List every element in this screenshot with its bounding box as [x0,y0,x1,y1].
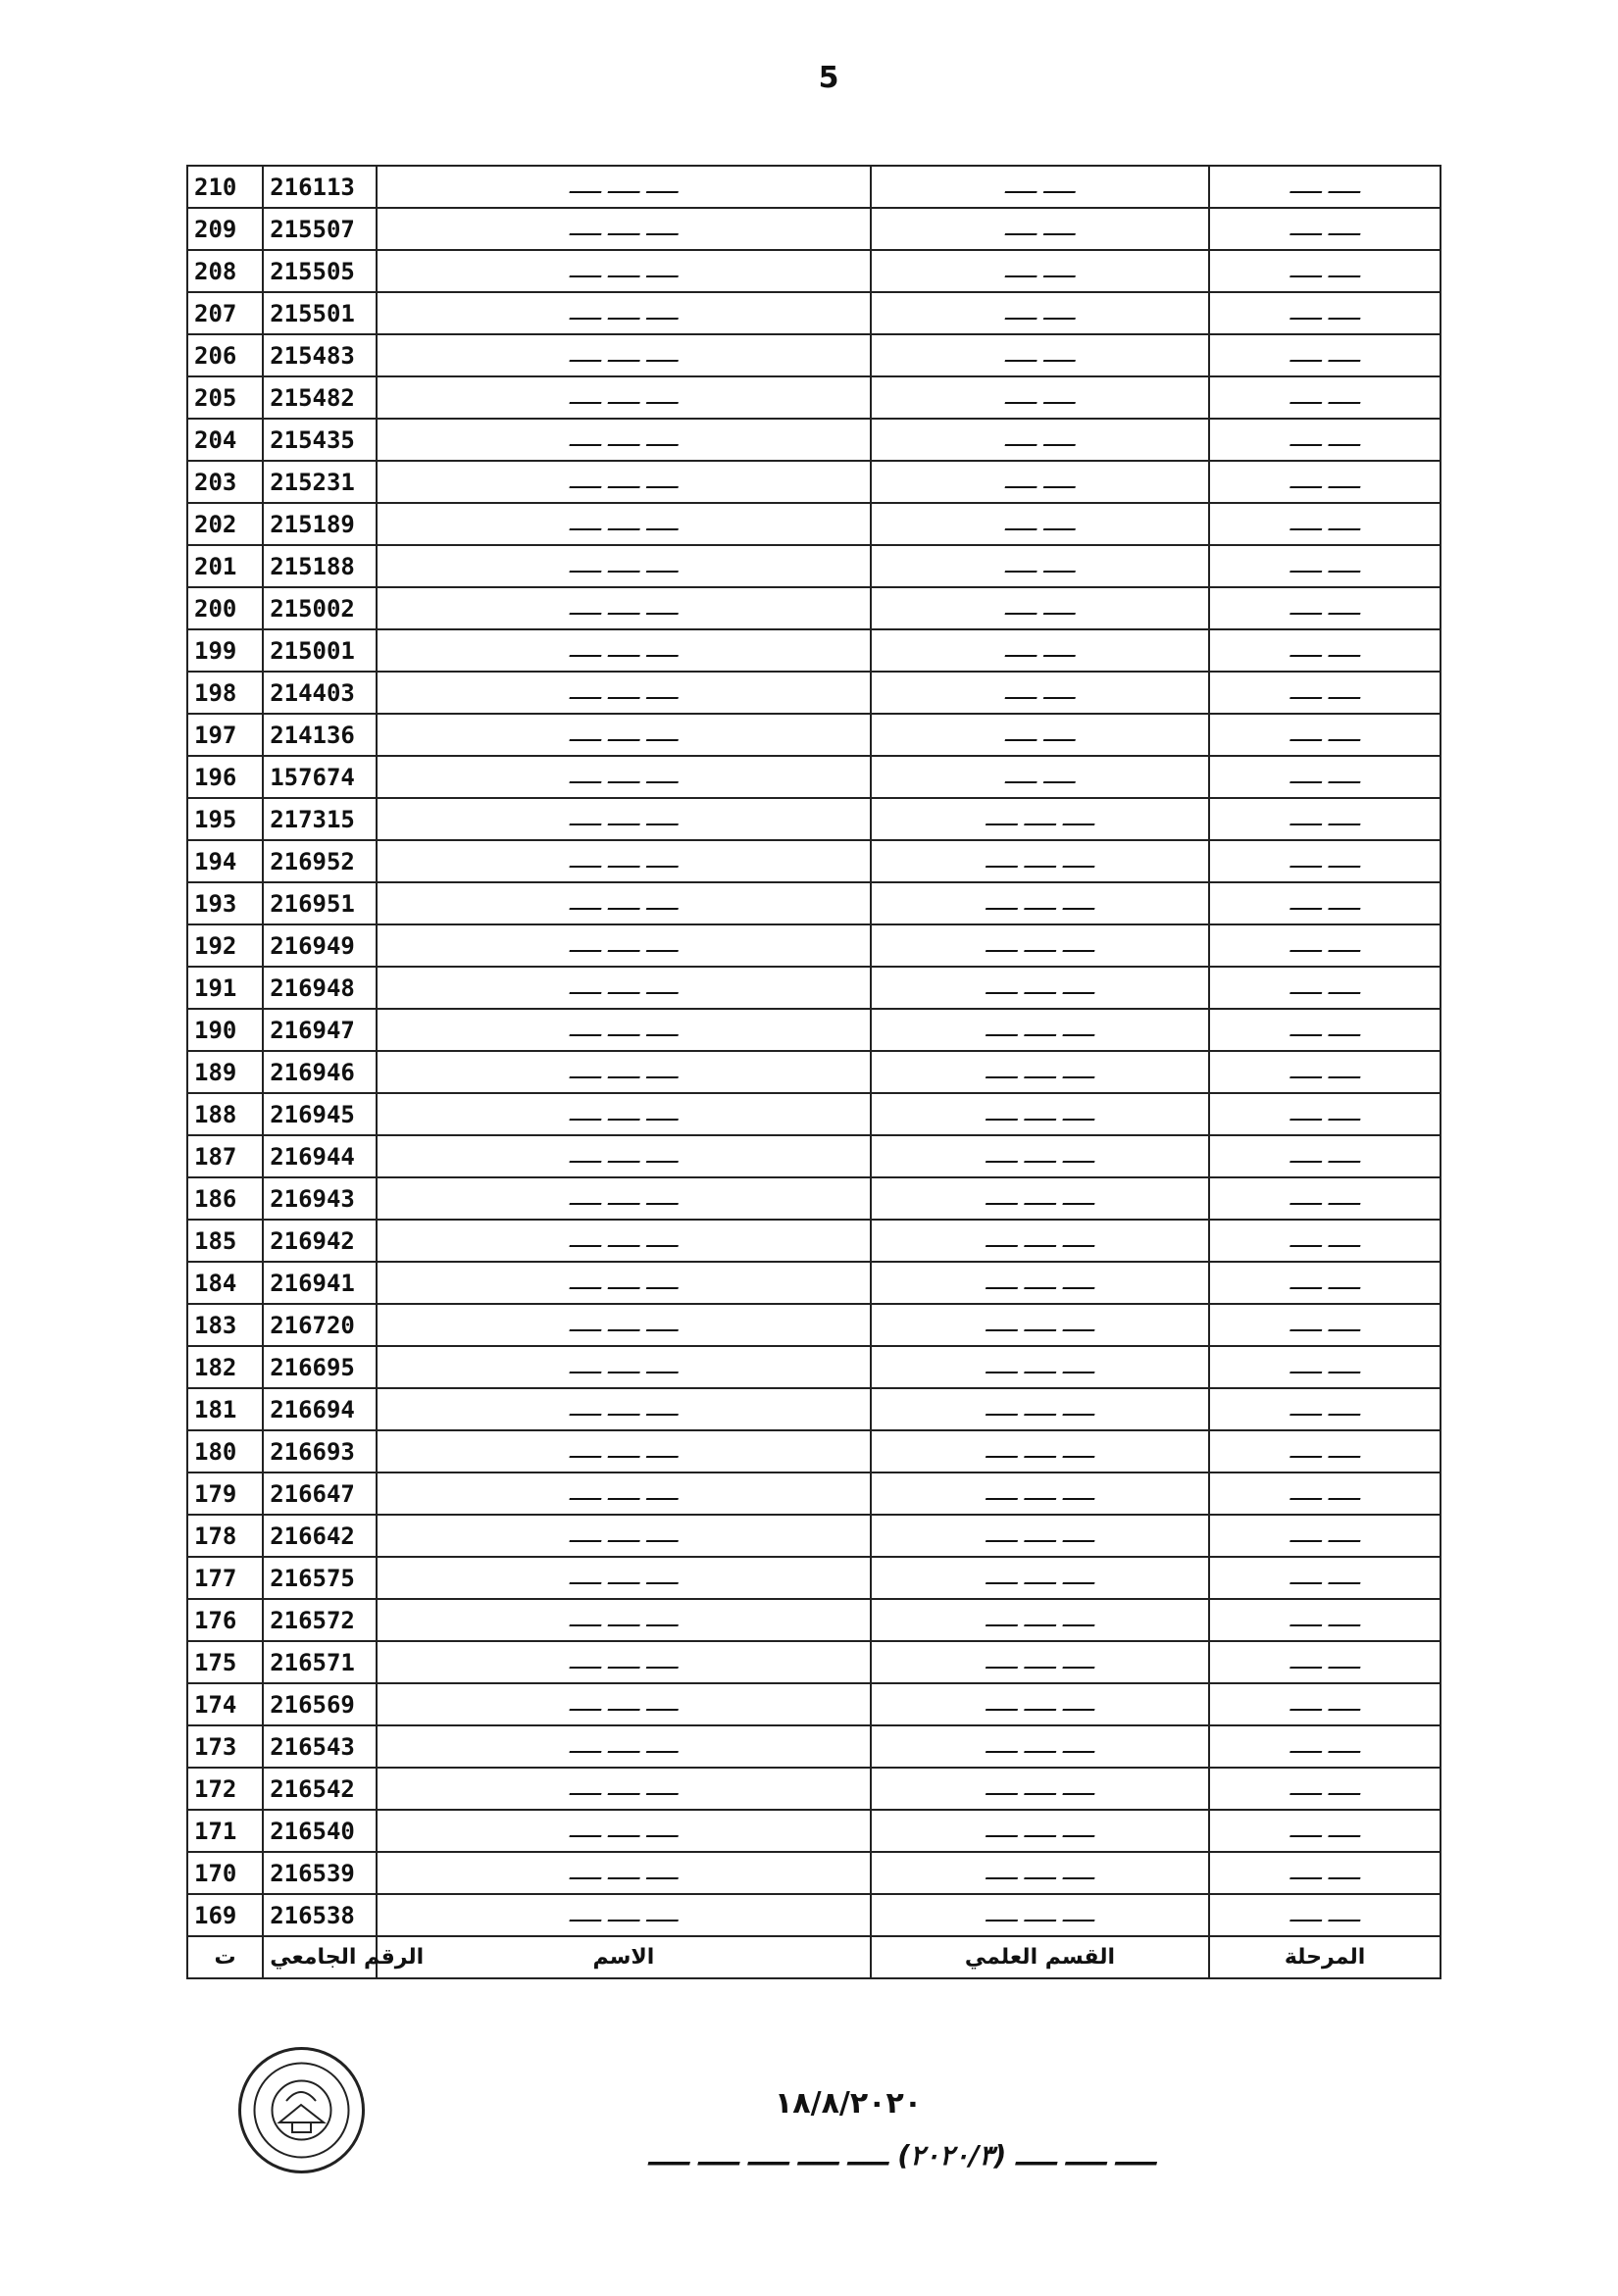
cell-seq: 187 [187,1135,263,1177]
cell-name: ـــــ ـــــ ـــــ [377,376,871,419]
cell-department: ـــــ ـــــ [871,334,1209,376]
table-row [187,1894,1441,1936]
cell-department: ـــــ ـــــ ـــــ [871,1346,1209,1388]
table-row [187,1135,1441,1177]
cell-stage: ـــــ ـــــ [1209,882,1441,924]
cell-seq: 200 [187,587,263,629]
cell-name: ـــــ ـــــ ـــــ [377,1725,871,1768]
cell-student-no: 216720 [263,1304,377,1346]
table-body [187,166,1441,1936]
cell-department: ـــــ ـــــ ـــــ [871,967,1209,1009]
cell-department: ـــــ ـــــ ـــــ [871,1220,1209,1262]
cell-department: ـــــ ـــــ ـــــ [871,840,1209,882]
table-row [187,334,1441,376]
table-row [187,1093,1441,1135]
cell-department: ـــــ ـــــ [871,208,1209,250]
cell-seq: 198 [187,672,263,714]
cell-seq: 172 [187,1768,263,1810]
cell-student-no: 216943 [263,1177,377,1220]
cell-student-no: 216945 [263,1093,377,1135]
cell-department: ـــــ ـــــ ـــــ [871,1093,1209,1135]
cell-name: ـــــ ـــــ ـــــ [377,672,871,714]
page-number: 5 [818,61,839,95]
table-row [187,1177,1441,1220]
cell-stage: ـــــ ـــــ [1209,714,1441,756]
cell-department: ـــــ ـــــ [871,419,1209,461]
cell-stage: ـــــ ـــــ [1209,840,1441,882]
cell-stage: ـــــ ـــــ [1209,1641,1441,1683]
cell-student-no: 216571 [263,1641,377,1683]
cell-stage: ـــــ ـــــ [1209,1304,1441,1346]
cell-student-no: 157674 [263,756,377,798]
table-row [187,1599,1441,1641]
cell-name: ـــــ ـــــ ـــــ [377,1009,871,1051]
cell-student-no: 216948 [263,967,377,1009]
cell-department: ـــــ ـــــ ـــــ [871,1304,1209,1346]
cell-department: ـــــ ـــــ ـــــ [871,1683,1209,1725]
cell-department: ـــــ ـــــ ـــــ [871,1599,1209,1641]
cell-student-no: 215231 [263,461,377,503]
cell-stage: ـــــ ـــــ [1209,1177,1441,1220]
cell-seq: 193 [187,882,263,924]
cell-student-no: 216951 [263,882,377,924]
cell-name: ـــــ ـــــ ـــــ [377,1093,871,1135]
footer-note: ـــــ ـــــ ـــــ (٢٠٢٠/٣) ـــــ ـــــ ـــــ ـــــ ـــــ [648,2139,1156,2171]
cell-student-no: 215002 [263,587,377,629]
cell-name: ـــــ ـــــ ـــــ [377,208,871,250]
cell-student-no: 216647 [263,1472,377,1515]
table-row [187,629,1441,672]
table-row [187,1725,1441,1768]
cell-seq: 209 [187,208,263,250]
cell-stage: ـــــ ـــــ [1209,1346,1441,1388]
cell-student-no: 216947 [263,1009,377,1051]
cell-seq: 199 [187,629,263,672]
students-table [186,165,1441,1979]
cell-department: ـــــ ـــــ ـــــ [871,1641,1209,1683]
cell-name: ـــــ ـــــ ـــــ [377,419,871,461]
cell-student-no: 214403 [263,672,377,714]
cell-student-no: 216946 [263,1051,377,1093]
cell-stage: ـــــ ـــــ [1209,545,1441,587]
cell-department: ـــــ ـــــ ـــــ [871,1515,1209,1557]
cell-seq: 174 [187,1683,263,1725]
cell-name: ـــــ ـــــ ـــــ [377,1683,871,1725]
table-row [187,208,1441,250]
cell-name: ـــــ ـــــ ـــــ [377,1472,871,1515]
table-row [187,1683,1441,1725]
cell-stage: ـــــ ـــــ [1209,587,1441,629]
cell-seq: 207 [187,292,263,334]
cell-student-no: 216575 [263,1557,377,1599]
cell-student-no: 215501 [263,292,377,334]
cell-stage: ـــــ ـــــ [1209,629,1441,672]
cell-seq: 210 [187,166,263,208]
cell-department: ـــــ ـــــ [871,629,1209,672]
cell-seq: 186 [187,1177,263,1220]
header-stage: المرحلة [1209,1936,1441,1978]
cell-stage: ـــــ ـــــ [1209,250,1441,292]
cell-name: ـــــ ـــــ ـــــ [377,1810,871,1852]
cell-student-no: 216944 [263,1135,377,1177]
cell-student-no: 216572 [263,1599,377,1641]
table-row [187,1430,1441,1472]
cell-name: ـــــ ـــــ ـــــ [377,166,871,208]
cell-stage: ـــــ ـــــ [1209,1430,1441,1472]
cell-seq: 191 [187,967,263,1009]
cell-department: ـــــ ـــــ ـــــ [871,882,1209,924]
cell-stage: ـــــ ـــــ [1209,756,1441,798]
cell-stage: ـــــ ـــــ [1209,798,1441,840]
cell-name: ـــــ ـــــ ـــــ [377,1177,871,1220]
cell-stage: ـــــ ـــــ [1209,1472,1441,1515]
cell-name: ـــــ ـــــ ـــــ [377,924,871,967]
cell-name: ـــــ ـــــ ـــــ [377,882,871,924]
cell-student-no: 216952 [263,840,377,882]
cell-student-no: 216695 [263,1346,377,1388]
university-seal-icon [235,2044,368,2176]
cell-seq: 176 [187,1599,263,1641]
table-row [187,587,1441,629]
table-row [187,1641,1441,1683]
cell-student-no: 215482 [263,376,377,419]
cell-name: ـــــ ـــــ ـــــ [377,503,871,545]
cell-name: ـــــ ـــــ ـــــ [377,756,871,798]
cell-stage: ـــــ ـــــ [1209,376,1441,419]
cell-department: ـــــ ـــــ ـــــ [871,1557,1209,1599]
cell-department: ـــــ ـــــ ـــــ [871,1051,1209,1093]
cell-stage: ـــــ ـــــ [1209,1852,1441,1894]
cell-seq: 206 [187,334,263,376]
cell-stage: ـــــ ـــــ [1209,967,1441,1009]
table-row [187,1009,1441,1051]
table-row [187,840,1441,882]
table-row [187,461,1441,503]
cell-student-no: 215435 [263,419,377,461]
cell-department: ـــــ ـــــ ـــــ [871,924,1209,967]
cell-seq: 171 [187,1810,263,1852]
cell-seq: 202 [187,503,263,545]
table-row [187,419,1441,461]
cell-seq: 175 [187,1641,263,1683]
cell-stage: ـــــ ـــــ [1209,1009,1441,1051]
cell-department: ـــــ ـــــ ـــــ [871,1725,1209,1768]
cell-student-no: 216540 [263,1810,377,1852]
cell-stage: ـــــ ـــــ [1209,1768,1441,1810]
cell-name: ـــــ ـــــ ـــــ [377,587,871,629]
cell-name: ـــــ ـــــ ـــــ [377,461,871,503]
cell-name: ـــــ ـــــ ـــــ [377,1388,871,1430]
cell-seq: 190 [187,1009,263,1051]
cell-department: ـــــ ـــــ ـــــ [871,1852,1209,1894]
table-row [187,1852,1441,1894]
cell-name: ـــــ ـــــ ـــــ [377,1430,871,1472]
table-row [187,292,1441,334]
cell-student-no: 216113 [263,166,377,208]
cell-student-no: 216642 [263,1515,377,1557]
cell-stage: ـــــ ـــــ [1209,1220,1441,1262]
cell-name: ـــــ ـــــ ـــــ [377,1768,871,1810]
cell-student-no: 217315 [263,798,377,840]
cell-name: ـــــ ـــــ ـــــ [377,1262,871,1304]
cell-name: ـــــ ـــــ ـــــ [377,714,871,756]
cell-seq: 185 [187,1220,263,1262]
cell-seq: 182 [187,1346,263,1388]
cell-stage: ـــــ ـــــ [1209,672,1441,714]
header-department: القسم العلمي [871,1936,1209,1978]
table-row [187,166,1441,208]
cell-name: ـــــ ـــــ ـــــ [377,1894,871,1936]
table-row [187,1472,1441,1515]
cell-department: ـــــ ـــــ [871,756,1209,798]
table-row [187,1346,1441,1388]
cell-name: ـــــ ـــــ ـــــ [377,1852,871,1894]
cell-department: ـــــ ـــــ ـــــ [871,798,1209,840]
cell-department: ـــــ ـــــ ـــــ [871,1768,1209,1810]
cell-seq: 178 [187,1515,263,1557]
cell-seq: 180 [187,1430,263,1472]
cell-seq: 204 [187,419,263,461]
cell-seq: 201 [187,545,263,587]
cell-student-no: 216539 [263,1852,377,1894]
cell-student-no: 216569 [263,1683,377,1725]
table-row [187,1515,1441,1557]
cell-seq: 184 [187,1262,263,1304]
cell-stage: ـــــ ـــــ [1209,208,1441,250]
cell-seq: 183 [187,1304,263,1346]
cell-name: ـــــ ـــــ ـــــ [377,1220,871,1262]
table-header-row [187,1936,1441,1978]
cell-student-no: 214136 [263,714,377,756]
cell-student-no: 216949 [263,924,377,967]
cell-stage: ـــــ ـــــ [1209,1093,1441,1135]
table-row [187,545,1441,587]
cell-name: ـــــ ـــــ ـــــ [377,1135,871,1177]
cell-stage: ـــــ ـــــ [1209,292,1441,334]
cell-department: ـــــ ـــــ ـــــ [871,1894,1209,1936]
cell-department: ـــــ ـــــ [871,376,1209,419]
cell-department: ـــــ ـــــ ـــــ [871,1009,1209,1051]
cell-name: ـــــ ـــــ ـــــ [377,1599,871,1641]
cell-stage: ـــــ ـــــ [1209,1725,1441,1768]
cell-department: ـــــ ـــــ [871,545,1209,587]
cell-student-no: 215188 [263,545,377,587]
cell-department: ـــــ ـــــ [871,166,1209,208]
cell-student-no: 216942 [263,1220,377,1262]
cell-name: ـــــ ـــــ ـــــ [377,798,871,840]
cell-seq: 179 [187,1472,263,1515]
cell-stage: ـــــ ـــــ [1209,1894,1441,1936]
cell-student-no: 216941 [263,1262,377,1304]
table-row [187,798,1441,840]
table-row [187,924,1441,967]
cell-student-no: 216538 [263,1894,377,1936]
cell-seq: 188 [187,1093,263,1135]
table-row [187,1220,1441,1262]
cell-student-no: 215001 [263,629,377,672]
table-row [187,1768,1441,1810]
cell-stage: ـــــ ـــــ [1209,1810,1441,1852]
cell-seq: 177 [187,1557,263,1599]
cell-seq: 169 [187,1894,263,1936]
table-row [187,376,1441,419]
cell-name: ـــــ ـــــ ـــــ [377,840,871,882]
cell-seq: 197 [187,714,263,756]
cell-department: ـــــ ـــــ [871,250,1209,292]
cell-stage: ـــــ ـــــ [1209,1683,1441,1725]
table-row [187,1262,1441,1304]
cell-department: ـــــ ـــــ ـــــ [871,1388,1209,1430]
table-row [187,756,1441,798]
cell-stage: ـــــ ـــــ [1209,1599,1441,1641]
cell-name: ـــــ ـــــ ـــــ [377,967,871,1009]
cell-student-no: 215483 [263,334,377,376]
cell-department: ـــــ ـــــ [871,714,1209,756]
table-row [187,672,1441,714]
cell-stage: ـــــ ـــــ [1209,503,1441,545]
cell-department: ـــــ ـــــ ـــــ [871,1262,1209,1304]
table-row [187,882,1441,924]
cell-department: ـــــ ـــــ [871,503,1209,545]
table-row [187,503,1441,545]
table-row [187,1051,1441,1093]
cell-department: ـــــ ـــــ [871,461,1209,503]
cell-seq: 208 [187,250,263,292]
header-name: الاسم [377,1936,871,1978]
cell-department: ـــــ ـــــ ـــــ [871,1430,1209,1472]
cell-department: ـــــ ـــــ ـــــ [871,1177,1209,1220]
cell-department: ـــــ ـــــ ـــــ [871,1135,1209,1177]
cell-department: ـــــ ـــــ ـــــ [871,1472,1209,1515]
cell-seq: 203 [187,461,263,503]
cell-stage: ـــــ ـــــ [1209,166,1441,208]
cell-seq: 170 [187,1852,263,1894]
cell-name: ـــــ ـــــ ـــــ [377,334,871,376]
cell-seq: 181 [187,1388,263,1430]
cell-student-no: 215189 [263,503,377,545]
cell-seq: 192 [187,924,263,967]
table-row [187,1810,1441,1852]
cell-student-no: 216693 [263,1430,377,1472]
cell-stage: ـــــ ـــــ [1209,334,1441,376]
cell-name: ـــــ ـــــ ـــــ [377,250,871,292]
cell-student-no: 216694 [263,1388,377,1430]
cell-stage: ـــــ ـــــ [1209,461,1441,503]
cell-student-no: 215507 [263,208,377,250]
cell-student-no: 215505 [263,250,377,292]
cell-student-no: 216543 [263,1725,377,1768]
cell-name: ـــــ ـــــ ـــــ [377,545,871,587]
header-seq: ت [187,1936,263,1978]
cell-name: ـــــ ـــــ ـــــ [377,1051,871,1093]
cell-name: ـــــ ـــــ ـــــ [377,629,871,672]
table-row [187,1557,1441,1599]
table-row [187,1388,1441,1430]
cell-stage: ـــــ ـــــ [1209,1135,1441,1177]
table-row [187,250,1441,292]
cell-seq: 189 [187,1051,263,1093]
cell-name: ـــــ ـــــ ـــــ [377,1304,871,1346]
cell-stage: ـــــ ـــــ [1209,1557,1441,1599]
cell-name: ـــــ ـــــ ـــــ [377,1557,871,1599]
cell-name: ـــــ ـــــ ـــــ [377,292,871,334]
cell-seq: 195 [187,798,263,840]
cell-stage: ـــــ ـــــ [1209,1262,1441,1304]
table-row [187,1304,1441,1346]
cell-department: ـــــ ـــــ [871,587,1209,629]
table-row [187,967,1441,1009]
cell-department: ـــــ ـــــ [871,292,1209,334]
cell-seq: 205 [187,376,263,419]
cell-stage: ـــــ ـــــ [1209,1051,1441,1093]
cell-seq: 173 [187,1725,263,1768]
cell-department: ـــــ ـــــ [871,672,1209,714]
cell-seq: 196 [187,756,263,798]
cell-seq: 194 [187,840,263,882]
header-student-no: الرقم الجامعي [263,1936,377,1978]
footer-date: ١٨/٨/٢٠٢٠ [775,2086,923,2121]
cell-name: ـــــ ـــــ ـــــ [377,1641,871,1683]
cell-name: ـــــ ـــــ ـــــ [377,1515,871,1557]
cell-stage: ـــــ ـــــ [1209,419,1441,461]
cell-stage: ـــــ ـــــ [1209,1515,1441,1557]
cell-student-no: 216542 [263,1768,377,1810]
cell-department: ـــــ ـــــ ـــــ [871,1810,1209,1852]
cell-name: ـــــ ـــــ ـــــ [377,1346,871,1388]
cell-stage: ـــــ ـــــ [1209,924,1441,967]
cell-stage: ـــــ ـــــ [1209,1388,1441,1430]
table-row [187,714,1441,756]
